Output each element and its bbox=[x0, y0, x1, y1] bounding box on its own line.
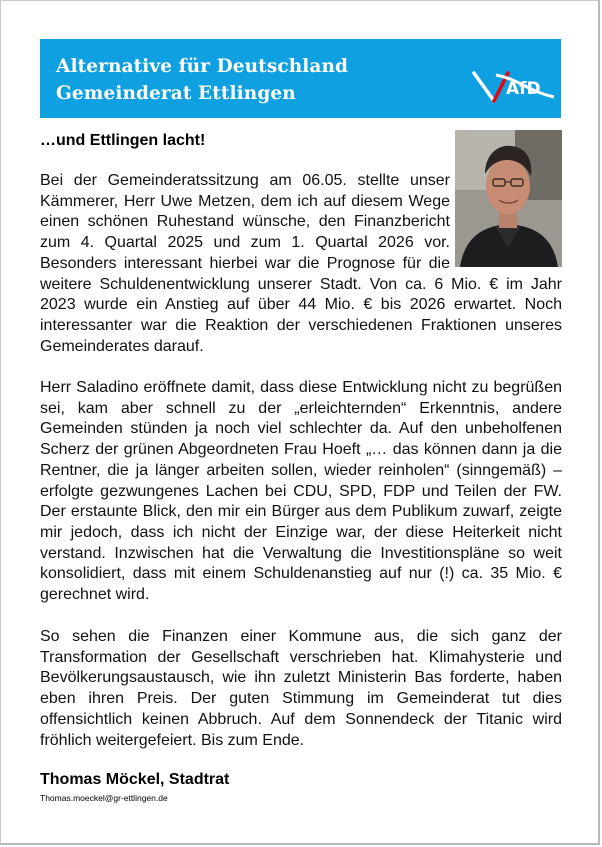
article-headline: …und Ettlingen lacht! bbox=[40, 132, 206, 149]
afd-logo-text: AfD bbox=[506, 79, 541, 99]
banner-line-council: Gemeinderat Ettlingen bbox=[56, 83, 296, 104]
banner-line-party: Alternative für Deutschland bbox=[56, 56, 349, 77]
paragraph-2: Herr Saladino eröffnete damit, dass diese Entwicklung nicht zu begrüßen sei, kam aber schnell zu der „erleichternden“ Erkenntnis, andere Gemeinden stünden ja noch viel schlechter da. Auf den unbeholfenen Scherz der grünen Abgeordneten Frau Hoeft „… das können dann ja die Rentner, die ja länger arbeiten sollen, wieder reinholen“ (sinngemäß) – erfolgte gezwungenes Lachen bei CDU, SPD, FDP und Teilen der FW. Der erstaunte Blick, den mir ein Bürger aus dem Publikum zuwarf, zeigte mir jedoch, dass ich nicht der Einzige war, der diese Heiterkeit nicht verstand. Inzwischen hat die Verwaltung die Investitionspläne so weit konsolidiert, dass mit einem Schuldenanstieg auf nur (!) ca. 35 Mio. € gerechnet wird. bbox=[40, 379, 562, 604]
author-signature: Thomas Möckel, Stadtrat bbox=[40, 771, 230, 788]
paragraph-3: So sehen die Finanzen einer Kommune aus, die sich ganz der Transformation der Gesellschaft verschrieben hat. Klimahysterie und Bevölkerungsaustausch, wie ihn zuletzt Ministerin Bas forderte, haben eben ihren Preis. Der guten Stimmung im Gemeinderat tut dies offensichtlich keinen Abbruch. Auf dem Sonnendeck der Titanic wird fröhlich weitergefeiert. Bis zum Ende. bbox=[40, 628, 562, 749]
banner-title bbox=[56, 53, 348, 107]
paragraph-1 bbox=[40, 171, 562, 357]
header-banner bbox=[40, 39, 561, 118]
afd-logo bbox=[468, 67, 558, 107]
paragraph-1-text: Bei der Gemeinderatssitzung am 06.05. stellte unser Kämmerer, Herr Uwe Metzen, dem ich auf diesem Wege einen schönen Ruhestand wünsche, den Finanzbericht zum 4. Quartal 2025 und zum 1. Quartal 2026 vor. Besonders interessant hierbei war die Prognose für die weitere Schuldenentwicklung unserer Stadt. Von ca. 6 Mio. € im Jahr 2023 wurde ein Anstieg auf über 44 Mio. € bis 2026 erwartet. Noch interessanter war die Reaktion der verschiedenen Fraktionen unseres Gemeinderates darauf. bbox=[40, 172, 562, 355]
author-email: Thomas.moeckel@gr-ettlingen.de bbox=[40, 793, 168, 803]
